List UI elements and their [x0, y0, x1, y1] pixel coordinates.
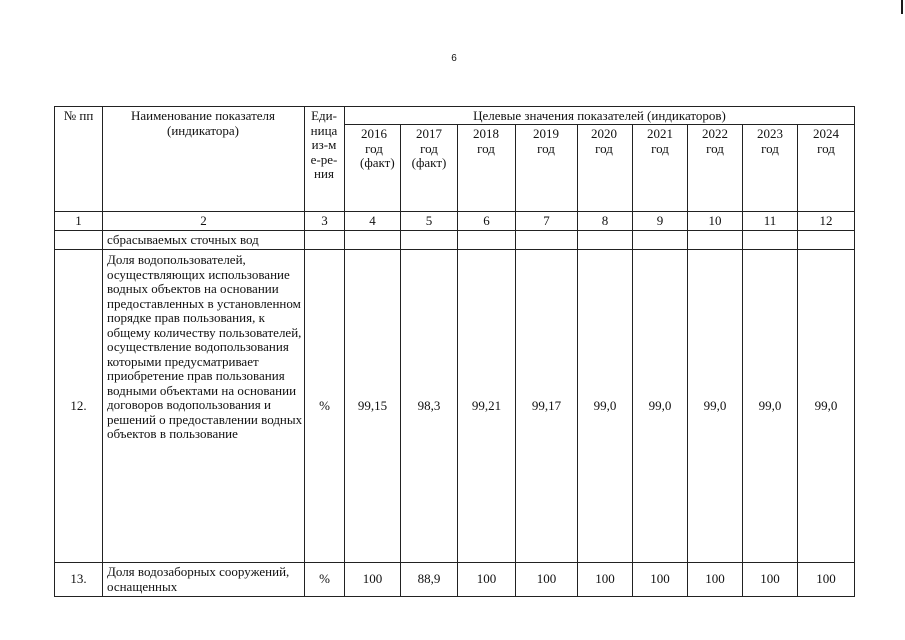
row-indicator-name: Доля водозаборных сооружений, оснащенных: [107, 564, 290, 594]
header-year-2017: 2017 год (факт): [411, 126, 447, 170]
page-number: 6: [451, 53, 457, 64]
value-2019: 99,17: [531, 397, 562, 413]
numbering-cell: 5: [425, 213, 433, 228]
numbering-cell: 8: [601, 213, 609, 228]
value-2024: 100: [816, 571, 836, 587]
header-year-2016: 2016 год (факт): [360, 126, 395, 170]
table-border-right: [854, 106, 855, 596]
header-number: № пп: [63, 108, 94, 123]
table-border-top: [54, 106, 855, 107]
header-target-values: Целевые значения показателей (индикаторов): [473, 108, 726, 123]
value-2019: 100: [536, 571, 557, 587]
table-border-bottom: [54, 596, 855, 597]
value-2024: 99,0: [814, 397, 838, 413]
numbering-cell: 6: [483, 213, 490, 228]
row-unit: %: [319, 397, 330, 413]
header-year-2024: 2024 год: [813, 126, 839, 156]
numbering-cell: 1: [75, 213, 82, 228]
numbering-cell: 11: [763, 213, 777, 228]
scan-edge-mark: [901, 0, 903, 14]
value-2018: 99,21: [471, 397, 502, 413]
value-2020: 99,0: [593, 397, 617, 413]
value-2020: 100: [595, 571, 615, 587]
header-indicator-name: Наименование показателя (индикатора): [130, 108, 276, 138]
value-2023: 100: [760, 571, 780, 587]
header-year-2018: 2018 год: [473, 126, 499, 156]
numbering-cell: 4: [369, 213, 376, 228]
continuation-text: сбрасываемых сточных вод: [107, 232, 259, 247]
value-2016: 99,15: [357, 397, 388, 413]
header-year-2023: 2023 год: [757, 126, 783, 156]
numbering-cell: 9: [656, 213, 664, 228]
row-indicator-name: Доля водопользователей, осуществляющих использование водных объектов на основании предоставленных в установленном порядке прав пользования, к общему количеству пользователей, осуществление водопользования которыми предусматривает приобретение прав пользования водными объектами на основании договоров водопользования и решений о предоставлении водных объектов в пользование: [107, 252, 303, 441]
value-2022: 99,0: [703, 397, 727, 413]
numbering-cell: 12: [819, 213, 833, 228]
value-2023: 99,0: [758, 397, 782, 413]
value-2017: 98,3: [417, 397, 441, 413]
numbering-cell: 7: [543, 213, 550, 228]
value-2021: 100: [650, 571, 670, 587]
header-year-2022: 2022 год: [702, 126, 728, 156]
header-year-2020: 2020 год: [591, 126, 617, 156]
header-year-2021: 2021 год: [647, 126, 673, 156]
numbering-cell: 2: [200, 213, 207, 228]
numbering-cell: 3: [321, 213, 328, 228]
value-2017: 88,9: [417, 571, 441, 587]
header-year-2019: 2019 год: [533, 126, 559, 156]
row-number: 12.: [70, 397, 87, 413]
value-2016: 100: [362, 571, 383, 587]
header-unit: Еди-ница из-ме-ре-ния: [310, 108, 338, 181]
row-number: 13.: [70, 571, 87, 587]
row-unit: %: [319, 571, 330, 587]
table-rule-numbering: [54, 230, 855, 231]
value-2018: 100: [476, 571, 497, 587]
table-rule-header-bottom: [54, 211, 855, 212]
numbering-cell: 10: [708, 213, 722, 228]
value-2022: 100: [705, 571, 725, 587]
value-2021: 99,0: [648, 397, 672, 413]
table-rule-subheader: [344, 124, 855, 125]
